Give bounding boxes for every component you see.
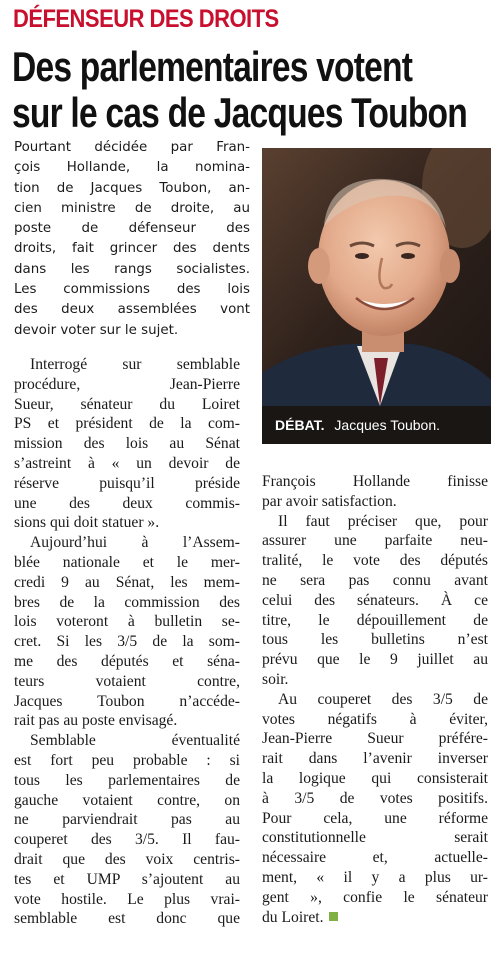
- body-line: tralité, le vote des députés: [262, 552, 488, 570]
- body-line: Aujourd’hui à l’Assem-: [30, 534, 240, 552]
- article-column-1: [14, 355, 240, 929]
- body-line: par avoir satisfaction.: [262, 492, 397, 510]
- lede-line: cien ministre de droite, au: [14, 200, 250, 216]
- body-line: Semblable éventualité: [30, 732, 240, 750]
- body-line: cret. Si les 3/5 de la som-: [14, 633, 240, 651]
- body-line: prévu que le 9 juillet au: [262, 651, 488, 669]
- body-line: ment, « il y a plus ur-: [262, 868, 488, 886]
- body-line: teurs votaient contre,: [14, 672, 240, 690]
- body-line: Il faut préciser que, pour: [278, 512, 488, 530]
- body-line: la logique qui consisterait: [262, 769, 488, 787]
- body-line: soir.: [262, 670, 289, 688]
- section-kicker: DÉFENSEUR DES DROITS: [13, 5, 279, 33]
- body-line: Sueur, sénateur du Loiret: [14, 395, 240, 413]
- body-line: semblable est donc que: [14, 910, 240, 928]
- body-line: rait dans l’avenir inverser: [262, 750, 488, 768]
- body-line: assurer une parfaite neu-: [262, 532, 488, 550]
- body-line: constitutionnelle serait: [262, 829, 488, 847]
- body-line: Jacques Toubon n’accéde-: [14, 692, 240, 710]
- body-line: s’astreint à « un devoir de: [14, 454, 240, 472]
- headline-line: Des parlementaires votent: [12, 43, 413, 90]
- body-line: gauche votaient contre, on: [14, 791, 240, 809]
- body-line: lois voteront à bulletin se-: [14, 613, 240, 631]
- article-column-2: [262, 472, 488, 927]
- lede-line: tion de Jacques Toubon, an-: [14, 180, 250, 196]
- body-line-end: [262, 908, 488, 928]
- body-line: procédure, Jean-Pierre: [14, 375, 240, 393]
- body-line: Interrogé sur semblable: [30, 356, 240, 373]
- body-line: une des deux commis-: [14, 494, 240, 512]
- body-line: du Loiret.: [262, 908, 324, 926]
- portrait-image: [262, 148, 491, 406]
- lede-line: çois Hollande, la nomina-: [14, 160, 250, 176]
- body-line: est fort peu probable : si: [14, 751, 240, 769]
- body-line: tes et UMP s’ajoutent au: [14, 870, 240, 888]
- body-line: bres de la commission des: [14, 593, 240, 611]
- body-line: réserve puisqu’il préside: [14, 474, 240, 492]
- headline-line: sur le cas de Jacques Toubon: [12, 89, 467, 136]
- lede-line: des deux assemblées vont: [14, 302, 250, 318]
- body-line: ne sera pas connu avant: [262, 571, 488, 589]
- lede-line: poste de défenseur des: [14, 221, 250, 237]
- body-line: gent », confie le sénateur: [262, 888, 488, 906]
- body-line: tous les bulletins n’est: [262, 631, 488, 649]
- body-line: tous les parlementaires de: [14, 771, 240, 789]
- body-line: Jean-Pierre Sueur préfére-: [262, 730, 488, 748]
- body-line: titre, le dépouillement de: [262, 611, 488, 629]
- end-of-article-icon: [329, 912, 338, 921]
- lede-line: Les commissions des lois: [14, 282, 250, 298]
- body-line: me des députés et séna-: [14, 652, 240, 670]
- body-line: PS et président de la com-: [14, 415, 240, 433]
- body-line: couperet des 3/5. Il fau-: [14, 831, 240, 849]
- lede-line: devoir voter sur le sujet.: [14, 322, 179, 338]
- portrait-photo: [262, 148, 491, 406]
- headline: [12, 43, 467, 136]
- caption-text: Jacques Toubon.: [334, 417, 441, 433]
- body-line: celui des sénateurs. À ce: [262, 591, 488, 609]
- photo-caption: [262, 406, 491, 444]
- body-line: ne parviendrait pas au: [14, 811, 240, 829]
- body-line: rait pas au poste envisagé.: [14, 712, 178, 730]
- body-line: blée nationale et le mer-: [14, 553, 240, 571]
- body-line: à 3/5 de votes positifs.: [262, 789, 488, 807]
- lede-line: dans les rangs socialistes.: [14, 261, 250, 277]
- body-line: Pour cela, une réforme: [262, 809, 488, 827]
- body-line: vote hostile. Le plus vrai-: [14, 890, 240, 908]
- body-line: mission des lois au Sénat: [14, 435, 240, 453]
- body-line: drait que des voix centris-: [14, 850, 240, 868]
- body-line: votes négatifs à éviter,: [262, 710, 488, 728]
- lede-line: Pourtant décidée par Fran-: [14, 140, 250, 155]
- lede-line: droits, fait grincer des dents: [14, 241, 250, 257]
- body-line: sions qui doit statuer ».: [14, 514, 160, 532]
- body-line: François Hollande finisse: [262, 473, 488, 490]
- body-line: credi 9 au Sénat, les mem-: [14, 573, 240, 591]
- body-line: Au couperet des 3/5 de: [278, 690, 488, 708]
- caption-tag: DÉBAT.: [275, 417, 325, 433]
- lede-paragraph: [14, 138, 250, 341]
- body-line: nécessaire et, actuelle-: [262, 849, 488, 867]
